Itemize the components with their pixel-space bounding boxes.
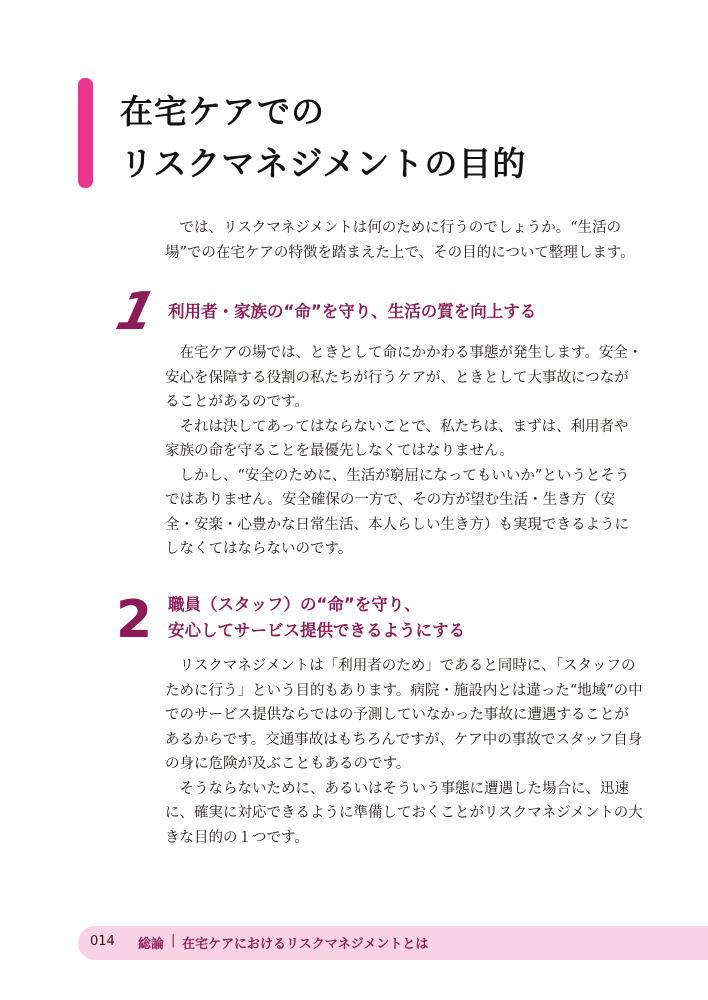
section-2-heading-line1: 職員（スタッフ）の“命”を守り、: [168, 595, 421, 614]
intro-paragraph: では、リスクマネジメントは何のために行うのでしょうか。“生活の場”での在宅ケアの特徴を踏まえた上で、その目的について整理します。: [165, 220, 635, 261]
intro-text: [165, 216, 643, 265]
page-title: [120, 86, 526, 190]
section-1-body: [165, 341, 643, 562]
title-accent-bar: [78, 78, 93, 188]
section-1-number: 1: [110, 282, 162, 342]
page-title-line2: リスクマネジメントの目的: [120, 144, 527, 183]
page-number: 014: [90, 934, 115, 949]
section-1-heading-text: 利用者・家族の“命”を守り、生活の質を向上する: [168, 302, 537, 321]
page-footer: [78, 926, 708, 960]
section-2-number: 2: [116, 590, 153, 650]
section-2-heading-line2: 安心してサービス提供できるようにする: [168, 621, 465, 640]
page-title-line1: 在宅ケアでの: [120, 92, 325, 131]
footer-separator: |: [171, 933, 176, 948]
chapter-label: 総論: [138, 937, 165, 952]
section-2-body: [165, 654, 643, 850]
section-1-paragraph: 在宅ケアの場では、ときとして命にかかわる事態が発生します。安全・安心を保障する役割の私たちが行うケアが、ときとして大事故につながることがあるのです。: [165, 345, 643, 410]
section-2-paragraph: リスクマネジメントは「利用者のため」であると同時に、「スタッフのために行う」という目的もあります。病院・施設内とは違った“地域”の中でのサービス提供ならではの予測していなかった事故に遭遇することがあるからです。交通事故はもちろんですが、ケア中の事故でスタッフ自身の身に危険が及ぶこともあるのです。: [165, 658, 643, 772]
section-1-paragraph: しかし、“安全のために、生活が窮屈になってもいいか”というとそうではありません。安全確保の一方で、その方が望む生活・生き方（安全・安楽・心豊かな日常生活、本人らしい生き方）も実現できるようにしなくてはならないのです。: [165, 467, 630, 557]
section-1-heading: [168, 299, 536, 325]
chapter-title: 在宅ケアにおけるリスクマネジメントとは: [182, 937, 429, 952]
section-2-heading: [168, 592, 465, 644]
section-1-paragraph: それは決してあってはならないことで、私たちは、まずは、利用者や家族の命を守ることを最優先しなくてはなりません。: [165, 418, 629, 459]
section-2-paragraph: そうならないために、あるいはそういう事態に遭遇した場合に、迅速に、確実に対応できるように準備しておくことがリスクマネジメントの大きな目的の１つです。: [165, 780, 643, 846]
